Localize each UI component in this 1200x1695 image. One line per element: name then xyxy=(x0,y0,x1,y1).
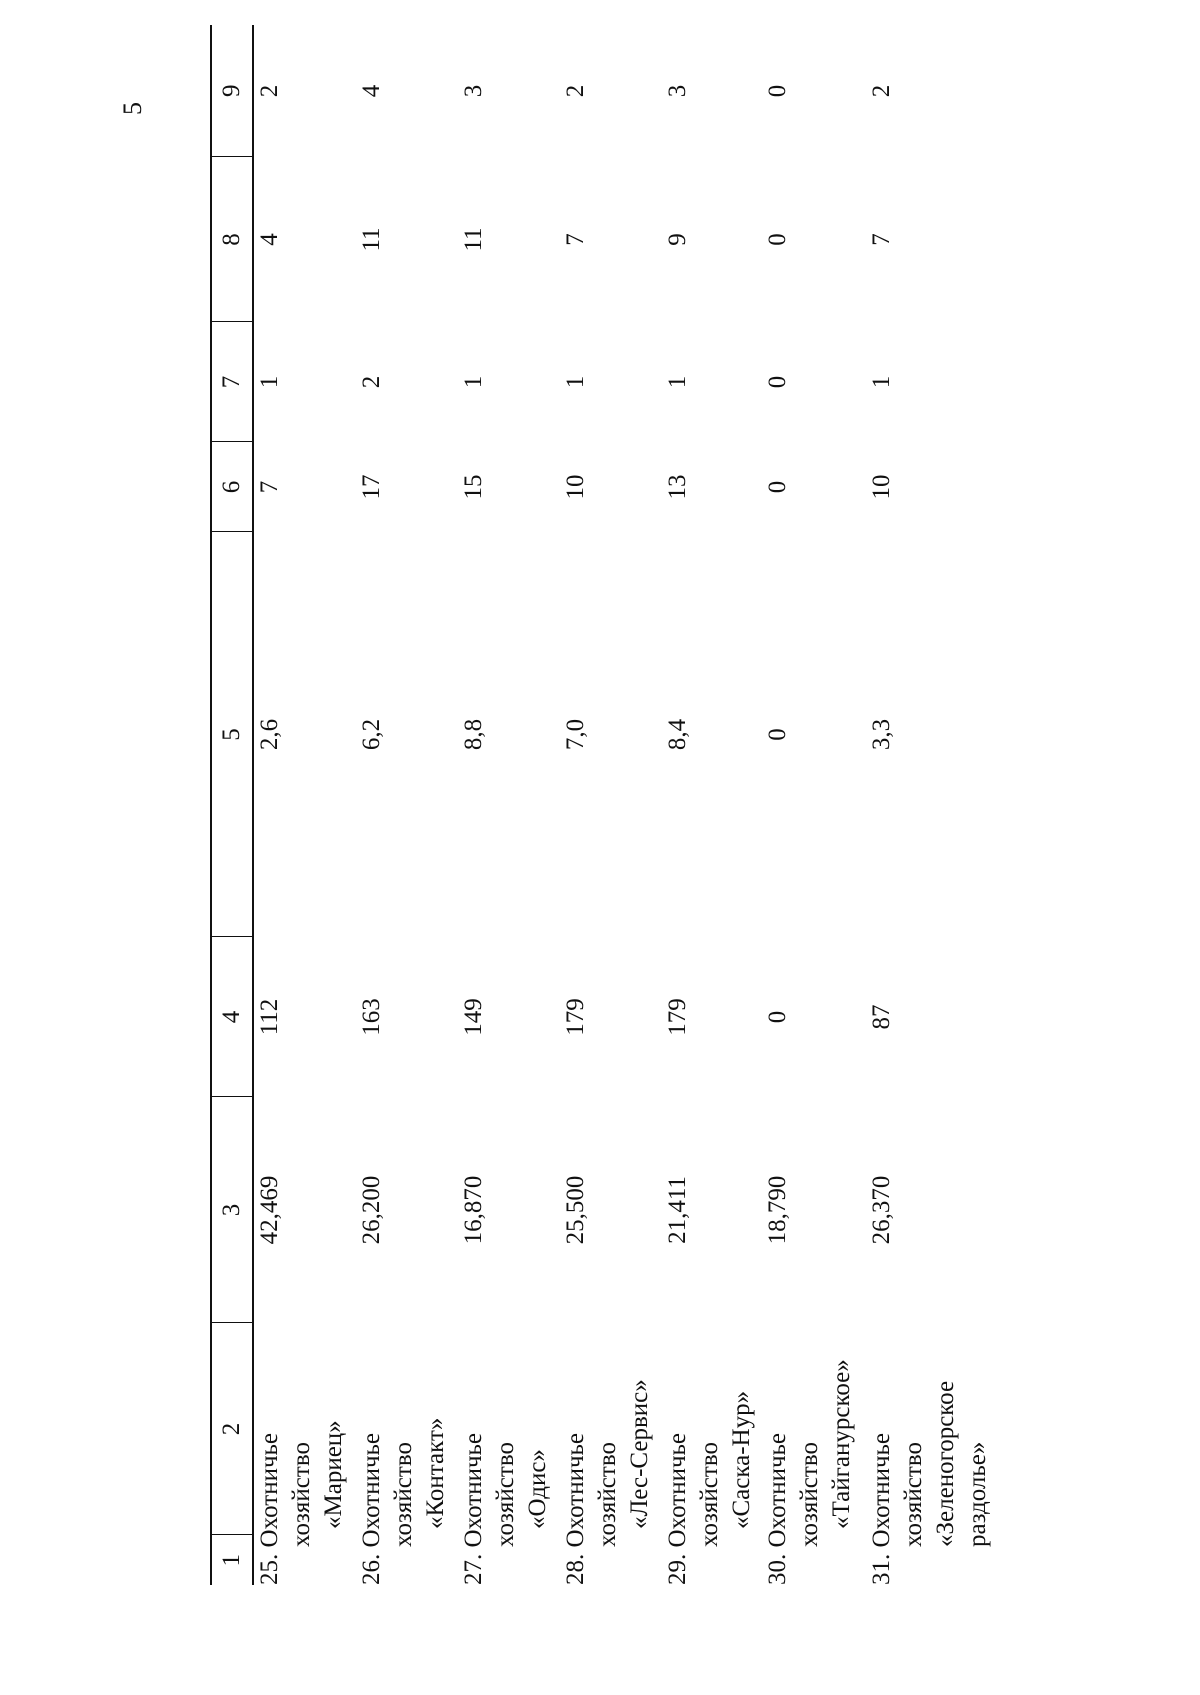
value-cell-col-5: 2,6 xyxy=(256,718,283,751)
name-line: «Зеленогорское xyxy=(932,1380,959,1547)
name-line: 29. Охотничье xyxy=(664,1432,691,1585)
page-number: 5 xyxy=(118,102,147,115)
value-cell-col-7: 1 xyxy=(664,375,691,389)
value-cell-col-8: 7 xyxy=(562,233,589,246)
value-cell-col-8: 11 xyxy=(358,227,385,252)
value-cell-col-7: 2 xyxy=(358,375,385,389)
value-cell-col-9: 0 xyxy=(764,84,791,98)
hunting-farm-name-cell xyxy=(458,1323,560,1585)
name-line: 25. Охотничье xyxy=(256,1432,283,1585)
value-cell-col-8: 11 xyxy=(460,227,487,252)
table-header-row xyxy=(211,25,253,1585)
value-cell-col-3: 26,200 xyxy=(358,1175,385,1245)
value-cell-col-4: 179 xyxy=(562,998,589,1036)
value-cell-col-9: 4 xyxy=(358,84,385,98)
hunting-farm-name-cell xyxy=(762,1323,866,1585)
column-header: 8 xyxy=(211,157,253,322)
name-line: хозяйство xyxy=(288,1442,315,1547)
value-cell-col-6: 10 xyxy=(562,474,589,500)
column-header: 6 xyxy=(211,442,253,532)
value-cell-col-6: 15 xyxy=(460,474,487,500)
column-header: 9 xyxy=(211,25,253,157)
value-cell-col-5: 6,2 xyxy=(358,718,385,751)
value-cell-col-4: 179 xyxy=(664,998,691,1036)
value-cell-col-7: 1 xyxy=(562,375,589,389)
table-row xyxy=(356,25,458,1585)
name-line: «Лес-Сервис» xyxy=(626,1379,653,1529)
value-cell-col-3: 25,500 xyxy=(562,1175,589,1245)
column-header: 5 xyxy=(211,532,253,937)
table-row xyxy=(253,25,356,1585)
value-cell-col-3: 21,411 xyxy=(664,1176,691,1244)
value-cell-col-4: 87 xyxy=(868,1004,895,1030)
value-cell-col-5: 8,4 xyxy=(664,718,691,751)
value-cell-col-6: 13 xyxy=(664,474,691,500)
value-cell-col-4: 112 xyxy=(256,998,283,1036)
value-cell-col-4: 0 xyxy=(764,1010,791,1024)
value-cell-col-6: 7 xyxy=(256,480,283,494)
table-body xyxy=(253,25,1006,1585)
value-cell-col-3: 42,469 xyxy=(256,1175,283,1245)
value-cell-col-8: 0 xyxy=(764,233,791,246)
value-cell-col-6: 10 xyxy=(868,474,895,500)
hunting-farm-name-cell xyxy=(560,1323,662,1585)
value-cell-col-5: 0 xyxy=(764,728,791,741)
name-line: «Мариец» xyxy=(320,1420,347,1529)
name-line: хозяйство xyxy=(390,1442,417,1547)
name-line: хозяйство xyxy=(696,1442,723,1547)
value-cell-col-3: 26,370 xyxy=(868,1175,895,1245)
name-line: 28. Охотничье xyxy=(562,1432,589,1585)
column-header: 3 xyxy=(211,1097,253,1323)
value-cell-col-8: 7 xyxy=(868,233,895,246)
value-cell-col-4: 163 xyxy=(358,998,385,1036)
value-cell-col-5: 3,3 xyxy=(868,718,895,751)
value-cell-col-6: 0 xyxy=(764,480,791,494)
name-line: «Контакт» xyxy=(422,1417,449,1529)
name-line: 27. Охотничье xyxy=(460,1432,487,1585)
value-cell-col-7: 1 xyxy=(868,375,895,389)
data-table xyxy=(210,25,1006,1585)
value-cell-col-7: 1 xyxy=(256,375,283,389)
name-line: «Саска-Нур» xyxy=(728,1390,755,1529)
value-cell-col-8: 4 xyxy=(256,233,283,246)
name-line: хозяйство xyxy=(900,1442,927,1547)
value-cell-col-9: 3 xyxy=(664,84,691,98)
hunting-farm-name-cell xyxy=(253,1323,356,1585)
hunting-farm-name-cell xyxy=(866,1323,1006,1585)
name-line: 30. Охотничье xyxy=(764,1432,791,1585)
value-cell-col-9: 2 xyxy=(256,84,283,98)
value-cell-col-6: 17 xyxy=(358,474,385,500)
value-cell-col-8: 9 xyxy=(664,233,691,246)
value-cell-col-9: 3 xyxy=(460,84,487,98)
name-line: хозяйство xyxy=(796,1442,823,1547)
table-row xyxy=(762,25,866,1585)
name-line: хозяйство xyxy=(594,1442,621,1547)
name-line: 31. Охотничье xyxy=(868,1432,895,1585)
value-cell-col-5: 7,0 xyxy=(562,718,589,751)
value-cell-col-3: 16,870 xyxy=(460,1175,487,1245)
name-line: 26. Охотничье xyxy=(358,1432,385,1585)
column-header: 1 xyxy=(211,1535,253,1585)
value-cell-col-5: 8,8 xyxy=(460,718,487,751)
name-line: хозяйство xyxy=(492,1442,519,1547)
name-line: раздолье» xyxy=(964,1441,991,1547)
table-row xyxy=(662,25,762,1585)
column-header: 2 xyxy=(211,1323,253,1535)
name-line: «Тайганурское» xyxy=(828,1359,855,1529)
value-cell-col-9: 2 xyxy=(868,84,895,98)
value-cell-col-7: 0 xyxy=(764,375,791,389)
value-cell-col-7: 1 xyxy=(460,375,487,389)
hunting-farm-name-cell xyxy=(662,1323,762,1585)
name-line: «Одис» xyxy=(524,1449,551,1529)
column-header: 7 xyxy=(211,322,253,442)
table-row xyxy=(866,25,1006,1585)
value-cell-col-9: 2 xyxy=(562,84,589,98)
table-row xyxy=(560,25,662,1585)
value-cell-col-4: 149 xyxy=(460,998,487,1036)
hunting-farm-name-cell xyxy=(356,1323,458,1585)
table-row xyxy=(458,25,560,1585)
value-cell-col-3: 18,790 xyxy=(764,1175,791,1245)
column-header: 4 xyxy=(211,937,253,1097)
